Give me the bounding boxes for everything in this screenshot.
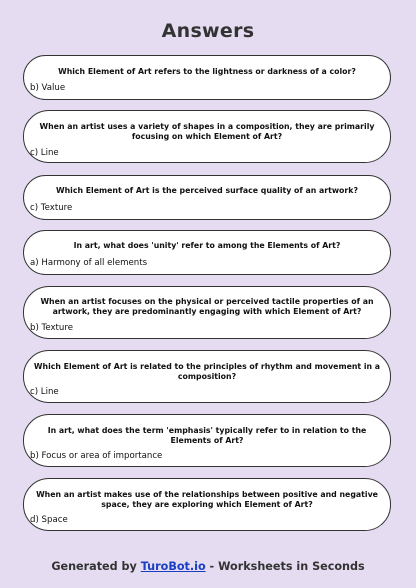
- page-title: Answers: [161, 20, 255, 42]
- question-text: Which Element of Art refers to the lightness or darkness of a color?: [58, 67, 356, 76]
- question-text: Which Element of Art is related to the principles of rhythm and movement in a composition?: [33, 362, 381, 381]
- answer-card: [23, 478, 391, 531]
- question-text: When an artist makes use of the relationships between positive and negative space, they are exploring which Element of Art?: [36, 490, 378, 509]
- footer-prefix: Generated by: [51, 560, 141, 573]
- answer-card: [23, 230, 391, 275]
- answer-card: [23, 286, 391, 339]
- answer-card: [23, 175, 391, 220]
- question-text: When an artist uses a variety of shapes in a composition, they are primarily focusing on which Element of Art?: [39, 122, 375, 141]
- answer-text: c) Line: [30, 148, 59, 158]
- answer-text: b) Texture: [30, 323, 73, 333]
- question-text: In art, what does 'unity' refer to among the Elements of Art?: [73, 241, 341, 250]
- question-text: In art, what does the term 'emphasis' typically refer to in relation to the Elements of Art?: [47, 426, 367, 445]
- answer-text: c) Texture: [30, 203, 73, 213]
- answer-text: c) Line: [30, 387, 59, 397]
- answer-text: d) Space: [30, 515, 68, 525]
- footer: [0, 560, 416, 573]
- footer-suffix: - Worksheets in Seconds: [205, 560, 365, 573]
- answer-card: [23, 110, 391, 163]
- question-text: Which Element of Art is the perceived surface quality of an artwork?: [56, 186, 358, 195]
- turobot-link[interactable]: TuroBot.io: [140, 560, 206, 573]
- answer-text: a) Harmony of all elements: [30, 258, 148, 268]
- question-text: When an artist focuses on the physical or perceived tactile properties of an artwork, they are predominantly engaging with which Element of Art?: [40, 297, 374, 316]
- answer-text: b) Focus or area of importance: [30, 451, 163, 461]
- answer-card: [23, 350, 391, 403]
- answer-text: b) Value: [30, 83, 66, 93]
- answer-card: [23, 55, 391, 100]
- answer-card: [23, 414, 391, 467]
